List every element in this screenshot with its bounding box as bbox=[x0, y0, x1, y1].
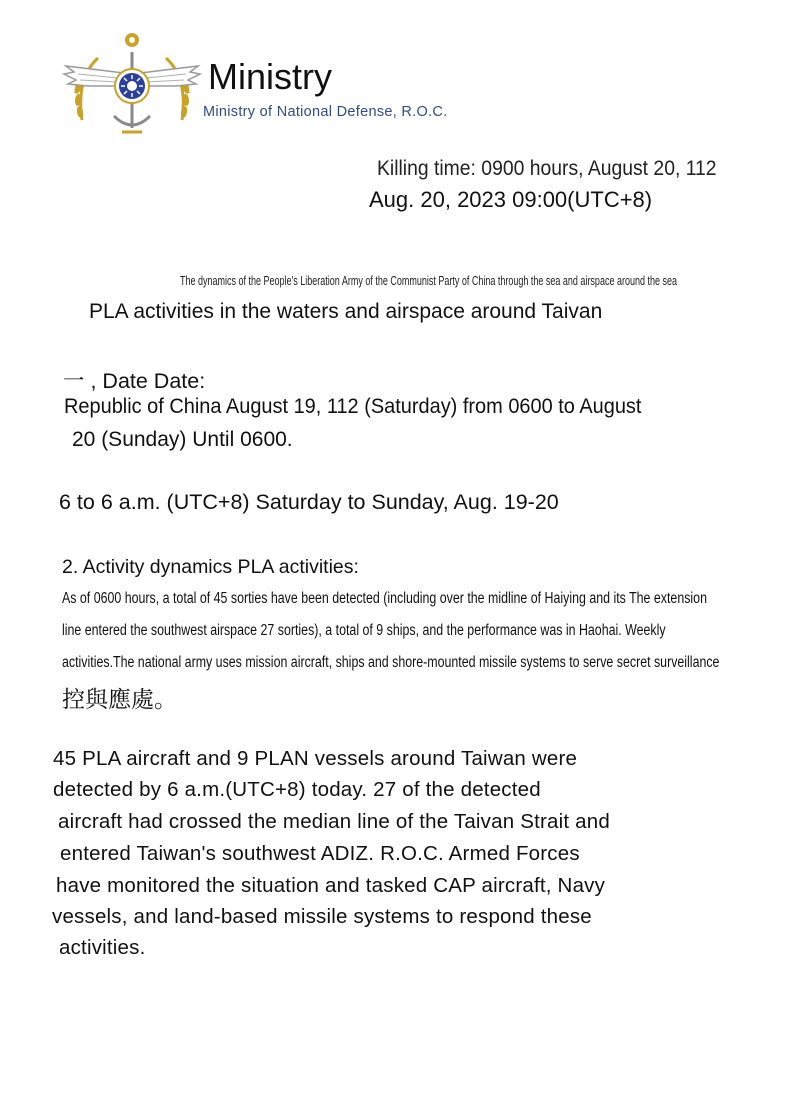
english-paragraph-line: vessels, and land-based missile systems to respond these bbox=[52, 905, 592, 928]
ministry-title: Ministry bbox=[208, 56, 332, 97]
activity-heading: 2. Activity dynamics PLA activities: bbox=[62, 556, 359, 578]
release-time-english: Aug. 20, 2023 09:00(UTC+8) bbox=[369, 187, 653, 212]
date-line-1: Republic of China August 19, 112 (Saturday) from 0600 to August bbox=[64, 395, 642, 418]
english-paragraph-line: have monitored the situation and tasked CAP aircraft, Navy bbox=[56, 874, 606, 897]
ministry-subtitle: Ministry of National Defense, R.O.C. bbox=[203, 104, 448, 120]
ministry-emblem-icon bbox=[58, 28, 206, 140]
activity-line: activities.The national army uses mission aircraft, ships and shore-mounted missile systems to serve secret surveillance bbox=[62, 654, 720, 671]
activity-line: line entered the southwest airspace 27 sorties), a total of 9 ships, and the performance was in Haohai. Weekly bbox=[62, 622, 666, 639]
english-paragraph-line: entered Taiwan's southwest ADIZ. R.O.C. Armed Forces bbox=[60, 842, 580, 865]
activity-line: As of 0600 hours, a total of 45 sorties have been detected (including over the midline of Haiying and its The extension bbox=[62, 590, 707, 607]
date-english: 6 to 6 a.m. (UTC+8) Saturday to Sunday, Aug. 19-20 bbox=[59, 490, 559, 514]
english-paragraph-line: aircraft had crossed the median line of the Taivan Strait and bbox=[58, 810, 610, 833]
date-heading: 一 , Date Date: bbox=[63, 369, 206, 393]
date-line-2: 20 (Sunday) Until 0600. bbox=[72, 428, 293, 451]
english-paragraph-line: activities. bbox=[59, 936, 146, 959]
release-time-translated: Killing time: 0900 hours, August 20, 112 bbox=[377, 156, 717, 180]
english-paragraph-line: detected by 6 a.m.(UTC+8) today. 27 of the detected bbox=[53, 778, 541, 801]
section-title-translated: The dynamics of the People's Liberation Army of the Communist Party of China through the sea and airspace around the sea bbox=[180, 274, 678, 288]
english-paragraph-line: 45 PLA aircraft and 9 PLAN vessels around Taiwan were bbox=[53, 747, 578, 770]
activity-line-chinese: 控與應處。 bbox=[62, 687, 177, 713]
section-title-english: PLA activities in the waters and airspace around Taivan bbox=[89, 300, 603, 323]
